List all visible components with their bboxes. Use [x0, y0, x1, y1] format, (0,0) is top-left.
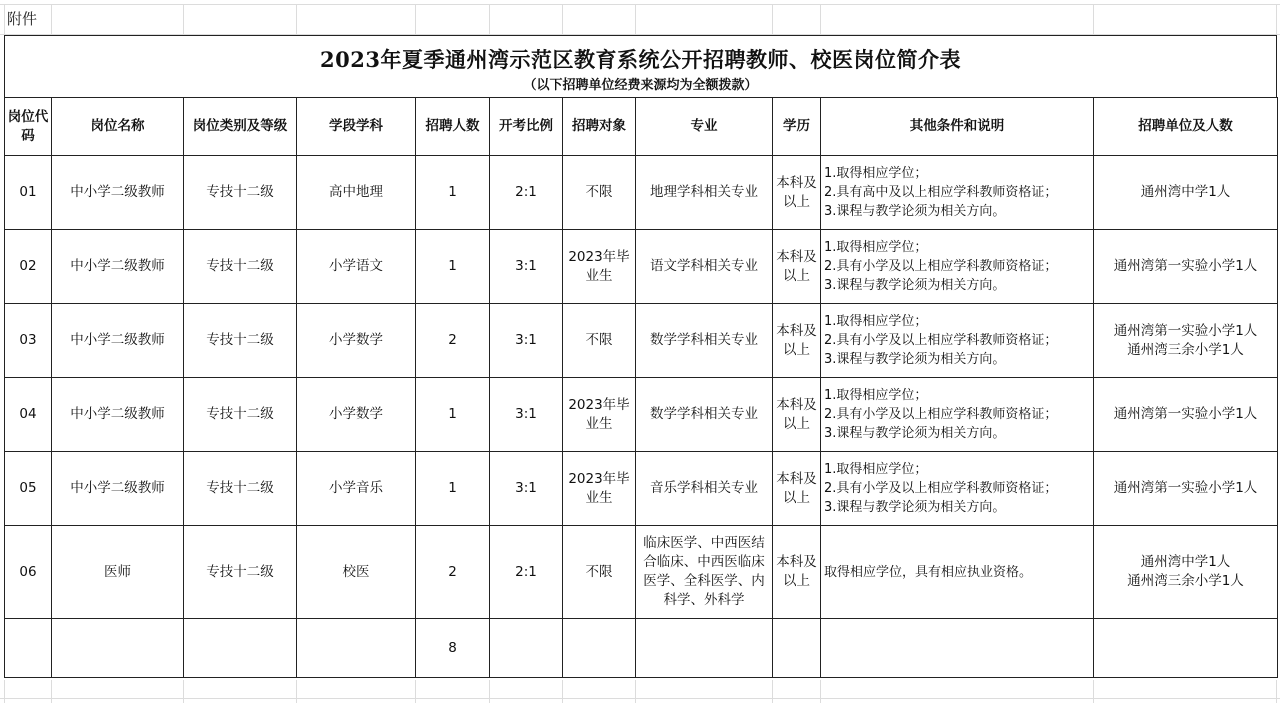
cell-count: 1: [416, 156, 490, 230]
cell-units: [1094, 304, 1278, 378]
total-empty-cell: [636, 619, 773, 678]
cell-code: 02: [5, 230, 52, 304]
cell-education: 本科及以上: [773, 452, 821, 526]
header-ratio: 开考比例: [490, 98, 563, 156]
cell-conditions: [821, 304, 1094, 378]
cell-name: 中小学二级教师: [52, 304, 184, 378]
cell-ratio: 2:1: [490, 526, 563, 619]
total-empty-cell: [490, 619, 563, 678]
cell-education: 本科及以上: [773, 304, 821, 378]
unit-line: 通州湾第一实验小学1人: [1113, 406, 1258, 422]
positions-table: [4, 97, 1278, 678]
cell-education: 本科及以上: [773, 156, 821, 230]
cell-name: 中小学二级教师: [52, 378, 184, 452]
cell-count: 2: [416, 304, 490, 378]
cell-code: 06: [5, 526, 52, 619]
total-empty-cell: [821, 619, 1094, 678]
total-empty-cell: [52, 619, 184, 678]
cell-code: 04: [5, 378, 52, 452]
unit-line: 通州湾第一实验小学1人: [1113, 322, 1258, 339]
header-education: 学历: [773, 98, 821, 156]
cell-major: 数学学科相关专业: [636, 378, 773, 452]
page-subtitle: （以下招聘单位经费来源均为全额拨款）: [523, 78, 758, 93]
cell-subject: 小学语文: [297, 230, 416, 304]
cell-major: 语文学科相关专业: [636, 230, 773, 304]
annex-label: 附件: [7, 10, 38, 28]
cell-name: 中小学二级教师: [52, 452, 184, 526]
cell-count: 1: [416, 452, 490, 526]
cell-category: 专技十二级: [184, 156, 297, 230]
cell-ratio: 3:1: [490, 378, 563, 452]
cell-ratio: 3:1: [490, 452, 563, 526]
cell-major: 临床医学、中西医结合临床、中西医临床医学、全科医学、内科学、外科学: [636, 526, 773, 619]
cell-code: 03: [5, 304, 52, 378]
condition-line: 2.具有小学及以上相应学科教师资格证；: [824, 333, 1058, 348]
unit-line: 通州湾中学1人: [1140, 554, 1231, 570]
unit-line: 通州湾三余小学1人: [1127, 341, 1244, 358]
cell-units: [1094, 452, 1278, 526]
header-count: 招聘人数: [416, 98, 490, 156]
cell-major: 地理学科相关专业: [636, 156, 773, 230]
page-title: 2023年夏季通州湾示范区教育系统公开招聘教师、校医岗位简介表: [320, 47, 961, 72]
cell-category: 专技十二级: [184, 452, 297, 526]
cell-count: 2: [416, 526, 490, 619]
cell-ratio: 2:1: [490, 156, 563, 230]
cell-units: [1094, 526, 1278, 619]
condition-line: 1.取得相应学位；: [824, 462, 928, 477]
cell-target: 不限: [563, 526, 636, 619]
cell-education: 本科及以上: [773, 230, 821, 304]
cell-subject: 高中地理: [297, 156, 416, 230]
cell-conditions: [821, 378, 1094, 452]
cell-subject: 小学数学: [297, 304, 416, 378]
cell-name: 医师: [52, 526, 184, 619]
cell-count: 1: [416, 230, 490, 304]
condition-line: 1.取得相应学位；: [824, 388, 928, 403]
cell-category: 专技十二级: [184, 526, 297, 619]
cell-subject: 小学音乐: [297, 452, 416, 526]
condition-line: 3.课程与教学论须为相关方向。: [824, 500, 1006, 515]
table-row: [5, 378, 1278, 452]
unit-line: 通州湾三余小学1人: [1127, 573, 1244, 589]
cell-count: 1: [416, 378, 490, 452]
unit-line: 通州湾第一实验小学1人: [1113, 258, 1258, 274]
header-category: 岗位类别及等级: [184, 98, 297, 156]
cell-target: 不限: [563, 156, 636, 230]
header-row: [5, 98, 1278, 156]
condition-line: 2.具有小学及以上相应学科教师资格证；: [824, 407, 1058, 422]
cell-major: 数学学科相关专业: [636, 304, 773, 378]
cell-target: 2023年毕业生: [563, 452, 636, 526]
condition-line: 取得相应学位，具有相应执业资格。: [824, 564, 1033, 580]
condition-line: 2.具有高中及以上相应学科教师资格证；: [824, 185, 1058, 200]
condition-line: 2.具有小学及以上相应学科教师资格证；: [824, 481, 1058, 496]
cell-conditions: [821, 156, 1094, 230]
header-code: 岗位代码: [5, 98, 52, 156]
cell-units: [1094, 156, 1278, 230]
total-empty-cell: [184, 619, 297, 678]
cell-name: 中小学二级教师: [52, 156, 184, 230]
cell-target: 2023年毕业生: [563, 378, 636, 452]
cell-units: [1094, 230, 1278, 304]
total-empty-cell: [563, 619, 636, 678]
cell-category: 专技十二级: [184, 378, 297, 452]
unit-line: 通州湾中学1人: [1140, 184, 1231, 200]
cell-code: 01: [5, 156, 52, 230]
condition-line: 1.取得相应学位；: [824, 314, 928, 329]
cell-name: 中小学二级教师: [52, 230, 184, 304]
header-name: 岗位名称: [52, 98, 184, 156]
condition-line: 3.课程与教学论须为相关方向。: [824, 426, 1006, 441]
condition-line: 3.课程与教学论须为相关方向。: [824, 204, 1006, 219]
table-row: [5, 526, 1278, 619]
title-block: [4, 35, 1277, 97]
cell-conditions: [821, 526, 1094, 619]
header-target: 招聘对象: [563, 98, 636, 156]
condition-line: 3.课程与教学论须为相关方向。: [824, 352, 1006, 367]
total-empty-cell: [1094, 619, 1278, 678]
header-subject: 学段学科: [297, 98, 416, 156]
cell-major: 音乐学科相关专业: [636, 452, 773, 526]
total-empty-cell: [773, 619, 821, 678]
cell-ratio: 3:1: [490, 304, 563, 378]
cell-conditions: [821, 452, 1094, 526]
unit-line: 通州湾第一实验小学1人: [1113, 480, 1258, 496]
header-units: 招聘单位及人数: [1094, 98, 1278, 156]
table-row: [5, 304, 1278, 378]
cell-ratio: 3:1: [490, 230, 563, 304]
cell-conditions: [821, 230, 1094, 304]
cell-target: 不限: [563, 304, 636, 378]
table-row: [5, 156, 1278, 230]
total-count: 8: [416, 619, 490, 678]
header-conditions: 其他条件和说明: [821, 98, 1094, 156]
cell-education: 本科及以上: [773, 526, 821, 619]
cell-category: 专技十二级: [184, 230, 297, 304]
condition-line: 3.课程与教学论须为相关方向。: [824, 278, 1006, 293]
condition-line: 2.具有小学及以上相应学科教师资格证；: [824, 259, 1058, 274]
total-empty-cell: [5, 619, 52, 678]
cell-target: 2023年毕业生: [563, 230, 636, 304]
cell-code: 05: [5, 452, 52, 526]
cell-category: 专技十二级: [184, 304, 297, 378]
cell-units: [1094, 378, 1278, 452]
table-row: [5, 230, 1278, 304]
header-major: 专业: [636, 98, 773, 156]
table-row: [5, 452, 1278, 526]
total-row: [5, 619, 1278, 678]
cell-subject: 校医: [297, 526, 416, 619]
condition-line: 1.取得相应学位；: [824, 166, 928, 181]
cell-subject: 小学数学: [297, 378, 416, 452]
condition-line: 1.取得相应学位；: [824, 240, 928, 255]
total-empty-cell: [297, 619, 416, 678]
cell-education: 本科及以上: [773, 378, 821, 452]
